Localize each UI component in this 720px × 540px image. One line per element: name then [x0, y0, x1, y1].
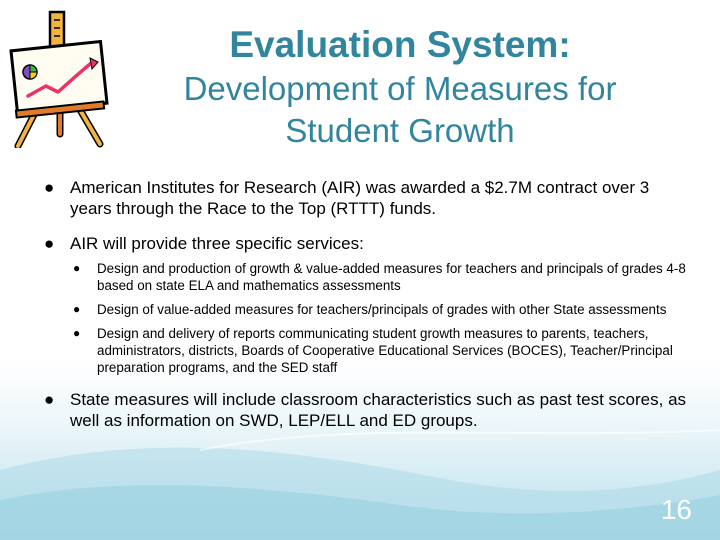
slide-subtitle-line2: Student Growth — [285, 112, 515, 149]
slide-title: Evaluation System: — [229, 24, 571, 65]
bullet-dot: ● — [44, 390, 55, 409]
page-number: 16 — [660, 494, 692, 525]
bullet-dot: ● — [44, 178, 55, 197]
sub-bullet-text: Design and delivery of reports communicating student growth measures to parents, teachers, administrators, districts, Boards of Cooperative Educational Services (BOCES), Teacher/Principal preparation programs, and the SED staff — [97, 326, 673, 375]
sub-bullet-item — [44, 325, 694, 376]
bullet-item — [44, 389, 694, 431]
bullet-dot: ● — [73, 261, 81, 275]
sub-bullet-item — [44, 260, 694, 294]
easel-chart-icon — [6, 8, 114, 148]
bullet-item — [44, 233, 694, 254]
bullet-dot: ● — [73, 326, 81, 340]
title-block — [120, 22, 680, 152]
bullet-dot: ● — [73, 302, 81, 316]
sub-bullet-item — [44, 301, 694, 318]
bullet-dot: ● — [44, 234, 55, 253]
slide-subtitle-line1: Development of Measures for — [183, 70, 617, 107]
bullet-list — [44, 177, 694, 431]
sub-bullet-text: Design and production of growth & value-added measures for teachers and principals of grades 4-8 based on state ELA and mathematics assessments — [97, 261, 686, 293]
bullet-text: American Institutes for Research (AIR) was awarded a $2.7M contract over 3 years through the Race to the Top (RTTT) funds. — [70, 178, 650, 218]
bullet-text: State measures will include classroom characteristics such as past test scores, as well as information on SWD, LEP/ELL and ED groups. — [70, 390, 687, 430]
sub-bullet-text: Design of value-added measures for teachers/principals of grades with other State assessments — [97, 302, 667, 317]
bullet-item — [44, 177, 694, 219]
bullet-text: AIR will provide three specific services: — [70, 234, 364, 253]
